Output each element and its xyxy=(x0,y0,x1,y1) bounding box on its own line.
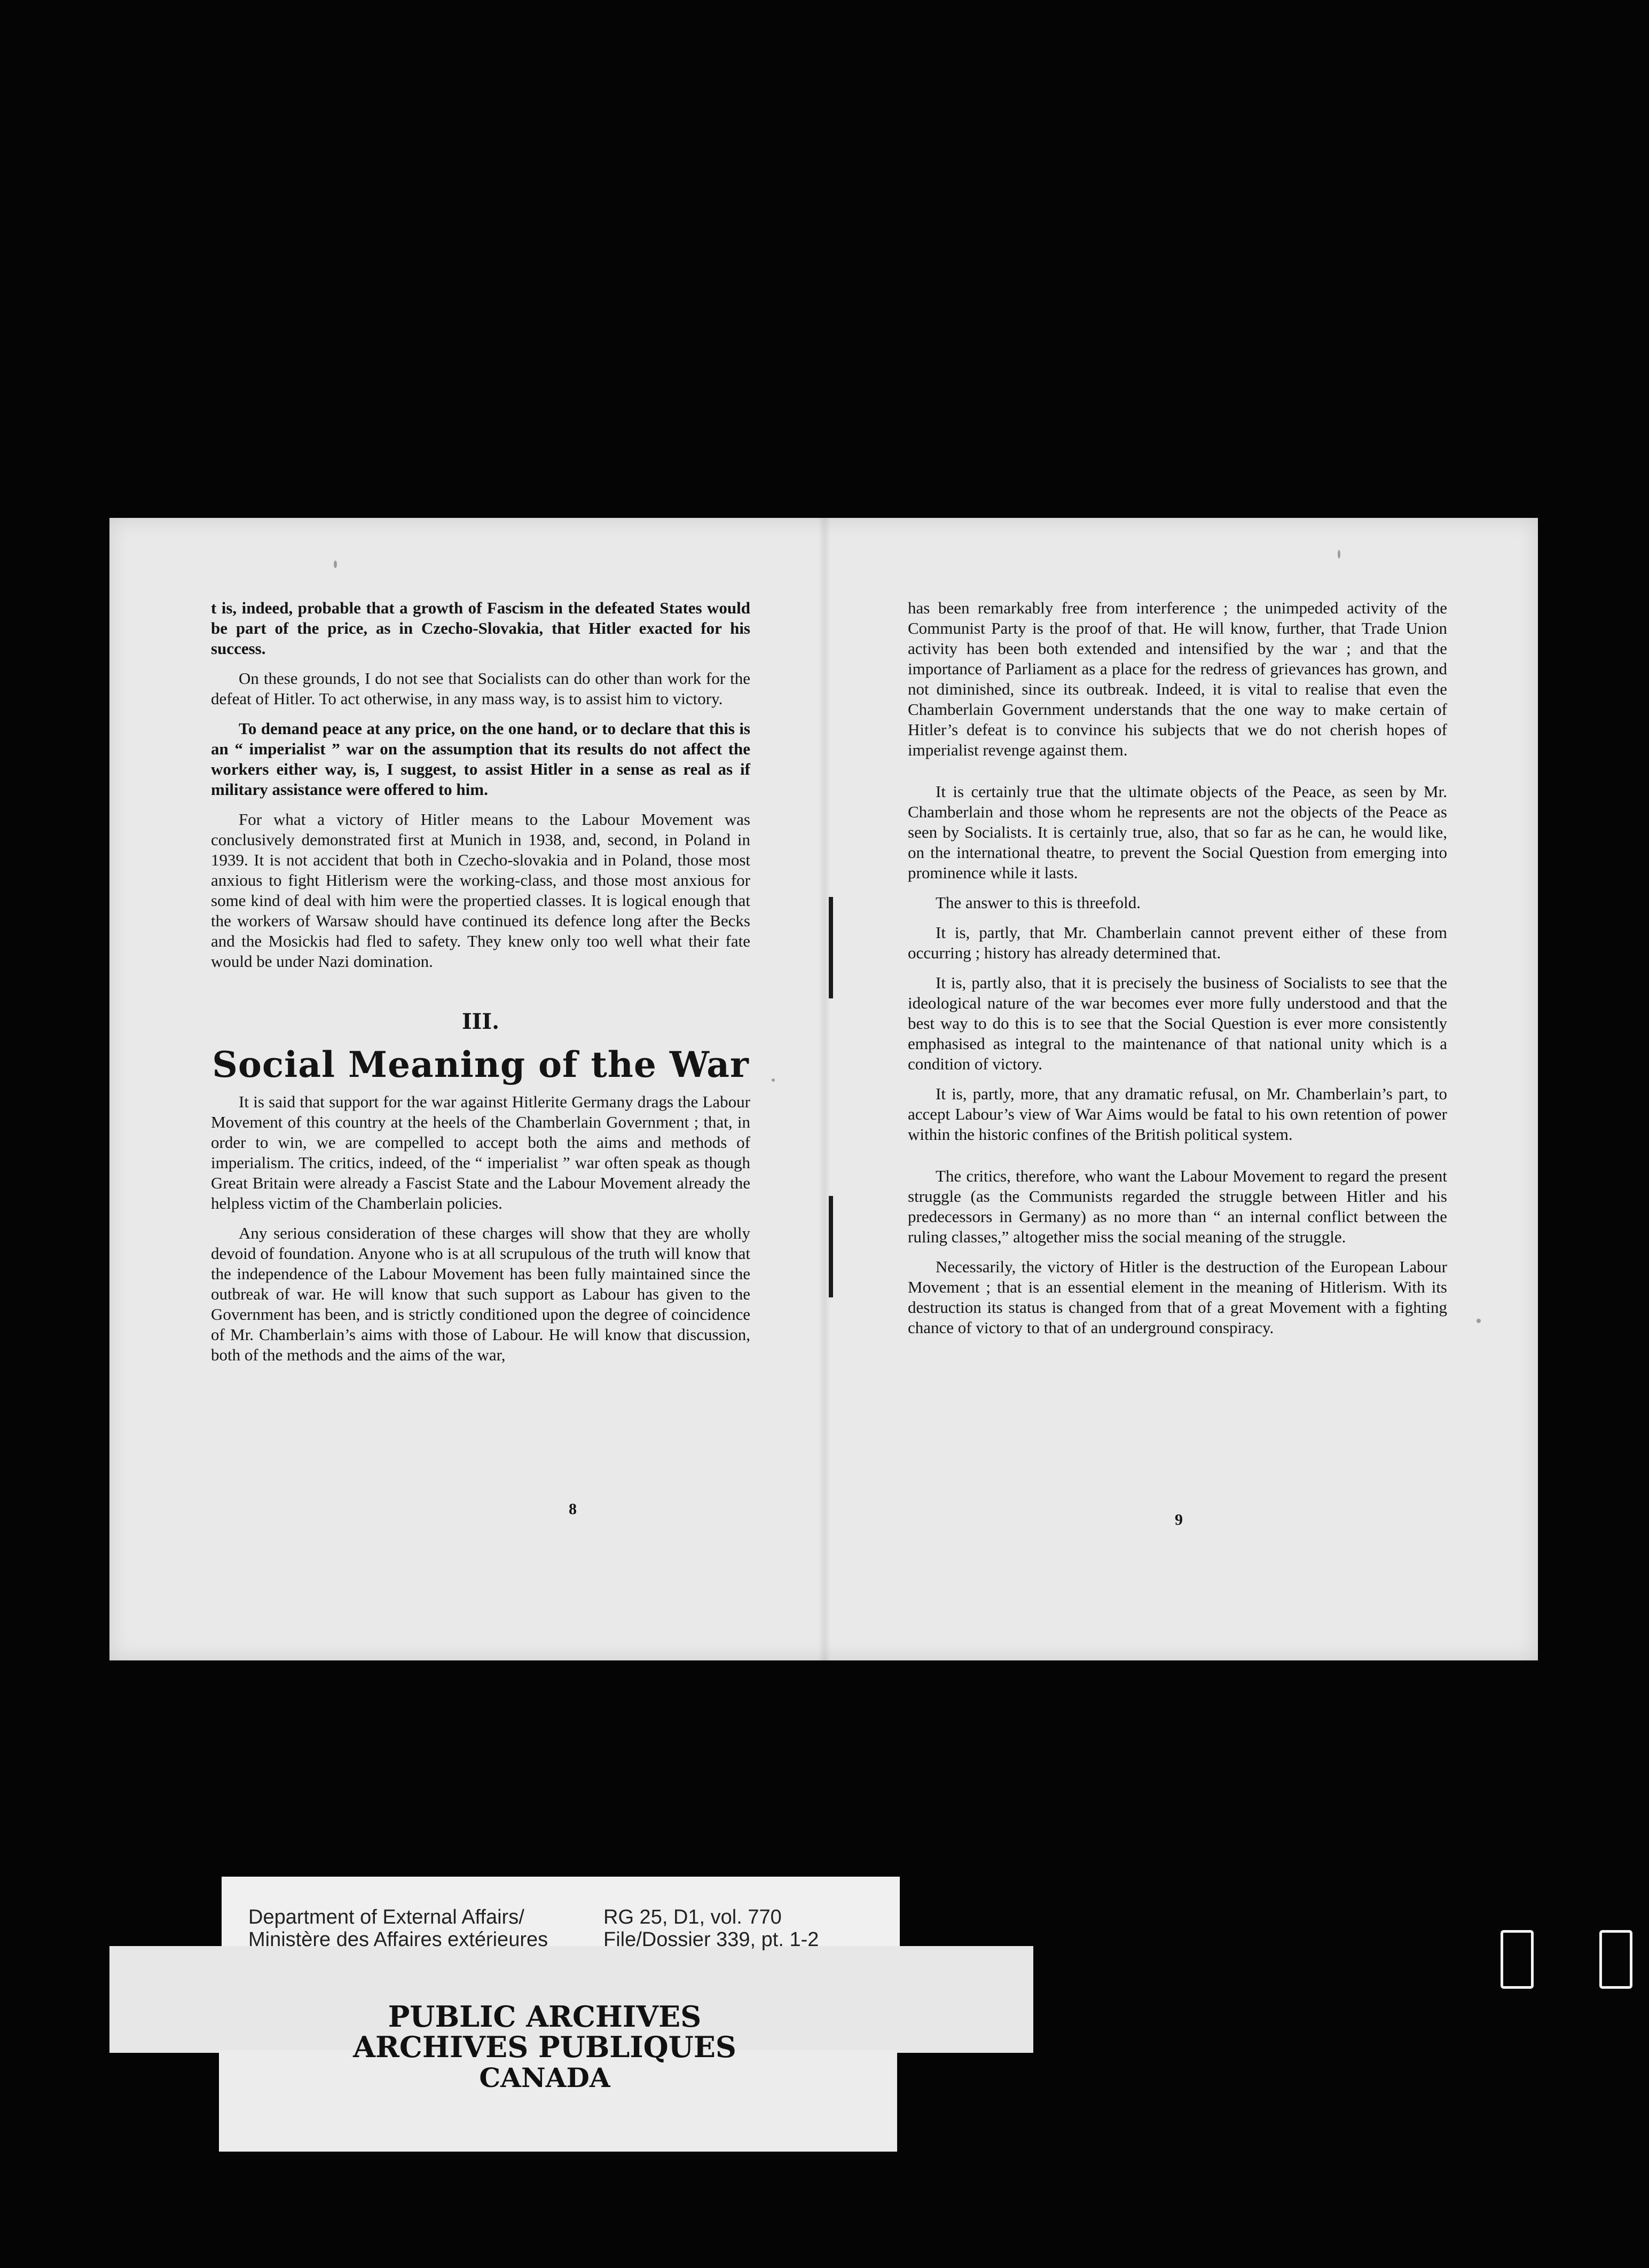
paragraph: It is, partly also, that it is precisely the business of Socialists to see that the ideological nature of the war becomes ever more fully understood and that the best way to do this is to see that the Social Question is ever more consistently emphasised as integral to the maintenance of that national unity which is a condition of victory. xyxy=(908,973,1447,1073)
gutter-mark xyxy=(829,897,833,998)
section-title: Social Meaning of the War xyxy=(212,1044,749,1085)
paragraph: has been remarkably free from interference ; the unimpeded activity of the Communist Party is the proof of that. He will know, further, that Trade Union activity has been both extended and intensified by the war ; and that the importance of Parliament as a place for the redress of grievances has grown, and not diminished, since its outbreak. Indeed, it is vital to realise that even the Chamberlain Government understands that the one way to make certain of Hitler’s defeat is to convince his subjects that we do not cherish hopes of imperialist revenge against them. xyxy=(908,598,1447,759)
reference-1: RG 25, D1, vol. 770 xyxy=(603,1906,782,1928)
page-number-right: 9 xyxy=(1175,1511,1183,1529)
speck xyxy=(1338,550,1340,558)
archive-title-fr: ARCHIVES PUBLIQUES xyxy=(353,2030,736,2064)
paragraph: The answer to this is threefold. xyxy=(936,893,1141,912)
speck xyxy=(334,561,337,568)
right-page xyxy=(908,598,1447,1348)
gutter-mark xyxy=(829,1196,833,1297)
page-number-left: 8 xyxy=(569,1500,577,1518)
paragraph: Necessarily, the victory of Hitler is the destruction of the European Labour Movement ; that is an essential element in the meaning of Hitlerism. With its destruction its status is changed from that of a great Movement with a fighting chance of victory to that of an underground conspiracy. xyxy=(908,1257,1447,1337)
frame-code-mark xyxy=(1599,1930,1632,1989)
dept-fr: Ministère des Affaires extérieures xyxy=(248,1928,548,1951)
speck xyxy=(1477,1319,1481,1323)
page-fold xyxy=(818,518,831,1660)
reference-2: File/Dossier 339, pt. 1-2 xyxy=(603,1928,819,1951)
document-spread xyxy=(109,518,1538,1660)
paragraph: Any serious consideration of these charges will show that they are wholly devoid of foundation. Anyone who is at all scrupulous of the truth will know that the independence of the Labour Movement has been fully maintained since the outbreak of war. He will know that such support as Labour has given to the Government has been, and is strictly conditioned upon the degree of coincidence of Mr. Chamberlain’s aims with those of Labour. He will know that discussion, both of the methods and the aims of the war, xyxy=(211,1224,750,1364)
paragraph: The critics, therefore, who want the Labour Movement to regard the present struggle (as the Communists regarded the struggle between Hitler and his predecessors in Germany) as no more than “ an internal conflict between the ruling classes,” altogether miss the social meaning of the struggle. xyxy=(908,1167,1447,1246)
section-number: III. xyxy=(461,1009,500,1034)
speck xyxy=(772,1078,775,1082)
paragraph: To demand peace at any price, on the one hand, or to declare that this is an “ imperialist ” war on the assumption that its results do not affect the workers either way, is, I suggest, to assist Hitler in a sense as real as if military assistance were offered to him. xyxy=(211,719,750,799)
paragraph: For what a victory of Hitler means to the Labour Movement was conclusively demonstrated first at Munich in 1938, and, second, in Poland in 1939. It is not accident that both in Czecho-slovakia and in Poland, those most anxious to fight Hitlerism were the working-class, and those most anxious for some kind of deal with him were the propertied classes. It is logical enough that the workers of Warsaw should have continued its defence long after the Becks and the Mosickis had fled to safety. They knew only too well what their fate would be under Nazi domination. xyxy=(211,810,750,971)
paragraph: On these grounds, I do not see that Socialists can do other than work for the defeat of Hitler. To act otherwise, in any mass way, is to assist him to victory. xyxy=(211,669,750,708)
dept-en: Department of External Affairs/ xyxy=(248,1906,524,1928)
paragraph: It is, partly, that Mr. Chamberlain cannot prevent either of these from occurring ; history has already determined that. xyxy=(908,923,1447,962)
paragraph: It is said that support for the war against Hitlerite Germany drags the Labour Movement of this country at the heels of the Chamberlain Government ; that, in order to win, we are compelled to accept both the aims and methods of imperialism. The critics, indeed, of the “ imperialist ” war often speak as though Great Britain were already a Fascist State and the Labour Movement already the helpless victim of the Chamberlain policies. xyxy=(211,1092,750,1212)
paragraph: It is certainly true that the ultimate objects of the Peace, as seen by Mr. Chamberlain and those whom he represents are not the objects of the Peace as seen by Socialists. It is certainly true, also, that so far as he can, he would like, on the international theatre, to prevent the Social Question from emerging into prominence while it lasts. xyxy=(908,782,1447,882)
archive-title-en: PUBLIC ARCHIVES xyxy=(388,1999,702,2034)
frame-code-mark xyxy=(1501,1930,1534,1989)
paragraph: t is, indeed, probable that a growth of Fascism in the defeated States would be part of the price, as in Czecho-Slovakia, that Hitler exacted for his success. xyxy=(211,598,750,658)
paragraph: It is, partly, more, that any dramatic refusal, on Mr. Chamberlain’s part, to accept Labour’s view of War Aims would be fatal to his own retention of power within the historic confines of the British political system. xyxy=(908,1084,1447,1144)
left-page xyxy=(211,598,750,1375)
archive-country: CANADA xyxy=(479,2062,610,2093)
